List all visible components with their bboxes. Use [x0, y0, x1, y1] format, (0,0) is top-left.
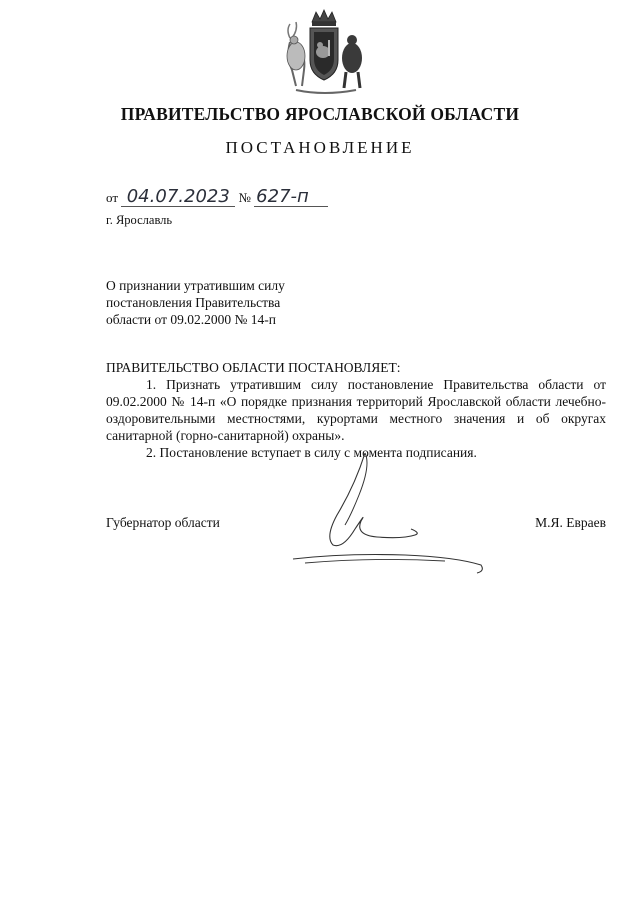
- document-type: ПОСТАНОВЛЕНИЕ: [225, 138, 415, 157]
- handwritten-signature: [285, 425, 490, 580]
- organization-title: ПРАВИТЕЛЬСТВО ЯРОСЛАВСКОЙ ОБЛАСТИ: [120, 104, 520, 124]
- issue-city: г. Ярославль: [106, 213, 173, 227]
- signatory-name: М.Я. Евраев: [535, 515, 606, 530]
- signatory-title: Губернатор области: [106, 515, 220, 530]
- issue-date: 04.07.2023: [121, 188, 235, 207]
- subject-line: О признании утратившим силу: [106, 278, 285, 293]
- decree-paragraph: 1. Признать утратившим силу постановление Правительства области от 09.02.2000 № 14-п «О порядке признания территорий Ярославской области лечебно-оздоровительными местностями, курортами местного значения и об округах санитарной (горно-санитарной) охраны».: [106, 377, 606, 443]
- subject-line: области от 09.02.2000 № 14-п: [106, 312, 276, 327]
- issue-line: [106, 188, 328, 207]
- decree-heading: ПРАВИТЕЛЬСТВО ОБЛАСТИ ПОСТАНОВЛЯЕТ:: [106, 360, 401, 375]
- document-subject: [106, 277, 285, 328]
- decree-paragraph: 2. Постановление вступает в силу с момента подписания.: [146, 445, 477, 460]
- coat-of-arms-icon: [276, 8, 372, 100]
- issue-number: 627-п: [254, 188, 328, 207]
- from-label: от: [106, 190, 119, 205]
- subject-line: постановления Правительства: [106, 295, 281, 310]
- number-label: №: [238, 190, 251, 205]
